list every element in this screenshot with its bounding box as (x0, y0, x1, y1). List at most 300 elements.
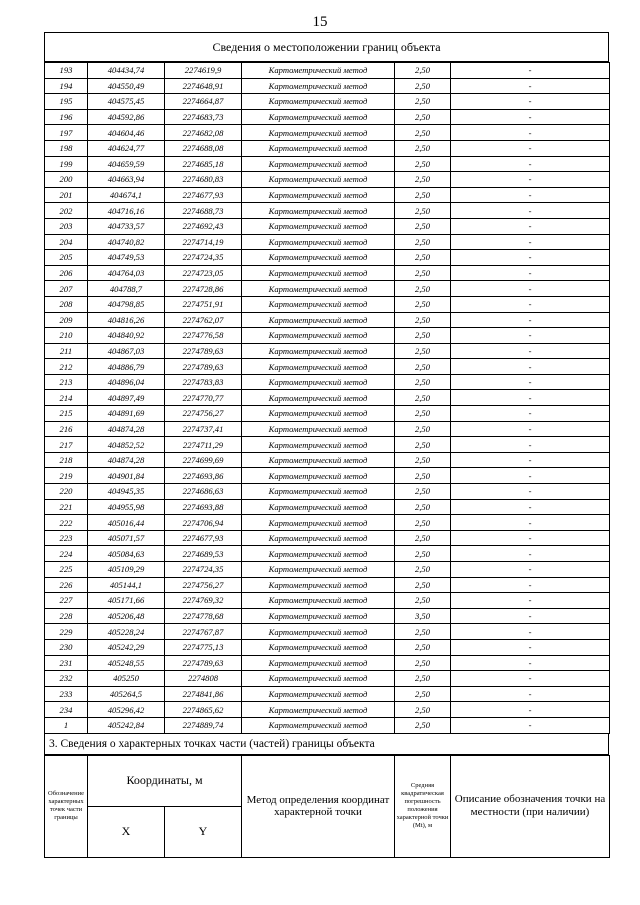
document-sheet (44, 32, 609, 858)
accuracy-cell: 2,50 (395, 109, 451, 125)
y-coordinate-cell: 2274756,27 (165, 406, 242, 422)
y-coordinate-cell: 2274714,19 (165, 234, 242, 250)
x-coordinate-cell: 404716,16 (88, 203, 165, 219)
y-coordinate-cell: 2274789,63 (165, 359, 242, 375)
y-coordinate-cell: 2274677,93 (165, 530, 242, 546)
description-cell: - (451, 499, 610, 515)
y-coordinate-cell: 2274767,87 (165, 624, 242, 640)
method-cell: Картометрический метод (242, 421, 395, 437)
table-row (45, 530, 610, 546)
x-coordinate-cell: 405144,1 (88, 577, 165, 593)
table-row (45, 624, 610, 640)
table-row (45, 639, 610, 655)
description-cell: - (451, 328, 610, 344)
accuracy-cell: 2,50 (395, 187, 451, 203)
point-number-cell: 231 (45, 655, 88, 671)
table-row (45, 328, 610, 344)
method-cell: Картометрический метод (242, 562, 395, 578)
table-row (45, 140, 610, 156)
table-row (45, 265, 610, 281)
y-coordinate-cell: 2274770,77 (165, 390, 242, 406)
description-cell: - (451, 296, 610, 312)
table-row (45, 172, 610, 188)
method-cell: Картометрический метод (242, 390, 395, 406)
method-cell: Картометрический метод (242, 686, 395, 702)
description-cell: - (451, 421, 610, 437)
method-cell: Картометрический метод (242, 250, 395, 266)
point-number-cell: 199 (45, 156, 88, 172)
description-cell: - (451, 281, 610, 297)
point-number-cell: 208 (45, 296, 88, 312)
description-cell: - (451, 374, 610, 390)
boundary-points-table (44, 62, 610, 734)
section-title: Сведения о местоположении границ объекта (45, 33, 609, 62)
y-coordinate-cell: 2274683,73 (165, 109, 242, 125)
table-row (45, 421, 610, 437)
point-number-cell: 230 (45, 639, 88, 655)
description-cell: - (451, 140, 610, 156)
accuracy-cell: 2,50 (395, 265, 451, 281)
y-coordinate-cell: 2274751,91 (165, 296, 242, 312)
description-cell: - (451, 156, 610, 172)
method-cell: Картометрический метод (242, 109, 395, 125)
y-coordinate-cell: 2274789,63 (165, 343, 242, 359)
method-cell: Картометрический метод (242, 484, 395, 500)
y-coordinate-cell: 2274724,35 (165, 562, 242, 578)
accuracy-cell: 2,50 (395, 484, 451, 500)
accuracy-cell: 2,50 (395, 468, 451, 484)
description-cell: - (451, 577, 610, 593)
x-coordinate-cell: 404788,7 (88, 281, 165, 297)
accuracy-cell: 2,50 (395, 63, 451, 79)
col-point-header: Обозначение характерных точек части границы (45, 755, 88, 857)
description-cell: - (451, 702, 610, 718)
table-row (45, 281, 610, 297)
method-cell: Картометрический метод (242, 125, 395, 141)
accuracy-cell: 2,50 (395, 717, 451, 733)
point-number-cell: 214 (45, 390, 88, 406)
description-cell: - (451, 639, 610, 655)
point-number-cell: 211 (45, 343, 88, 359)
table-row (45, 343, 610, 359)
y-coordinate-cell: 2274688,08 (165, 140, 242, 156)
method-cell: Картометрический метод (242, 140, 395, 156)
point-number-cell: 194 (45, 78, 88, 94)
y-coordinate-cell: 2274688,73 (165, 203, 242, 219)
y-coordinate-cell: 2274723,05 (165, 265, 242, 281)
accuracy-cell: 2,50 (395, 639, 451, 655)
table-row (45, 717, 610, 733)
method-cell: Картометрический метод (242, 717, 395, 733)
y-coordinate-cell: 2274692,43 (165, 218, 242, 234)
method-cell: Картометрический метод (242, 671, 395, 687)
point-number-cell: 225 (45, 562, 88, 578)
y-coordinate-cell: 2274706,94 (165, 515, 242, 531)
accuracy-cell: 2,50 (395, 343, 451, 359)
method-cell: Картометрический метод (242, 172, 395, 188)
point-number-cell: 209 (45, 312, 88, 328)
x-coordinate-cell: 405264,5 (88, 686, 165, 702)
description-cell: - (451, 172, 610, 188)
accuracy-cell: 2,50 (395, 296, 451, 312)
point-number-cell: 205 (45, 250, 88, 266)
description-cell: - (451, 515, 610, 531)
title-table (44, 32, 609, 62)
method-cell: Картометрический метод (242, 608, 395, 624)
description-cell: - (451, 312, 610, 328)
method-cell: Картометрический метод (242, 359, 395, 375)
point-number-cell: 195 (45, 94, 88, 110)
accuracy-cell: 2,50 (395, 499, 451, 515)
point-number-cell: 200 (45, 172, 88, 188)
method-cell: Картометрический метод (242, 312, 395, 328)
y-coordinate-cell: 2274680,83 (165, 172, 242, 188)
description-cell: - (451, 63, 610, 79)
y-coordinate-cell: 2274693,86 (165, 468, 242, 484)
y-coordinate-cell: 2274648,91 (165, 78, 242, 94)
point-number-cell: 232 (45, 671, 88, 687)
method-cell: Картометрический метод (242, 655, 395, 671)
method-cell: Картометрический метод (242, 281, 395, 297)
x-coordinate-cell: 404874,28 (88, 452, 165, 468)
accuracy-cell: 2,50 (395, 421, 451, 437)
description-cell: - (451, 437, 610, 453)
x-coordinate-cell: 404945,35 (88, 484, 165, 500)
table-row (45, 593, 610, 609)
accuracy-cell: 2,50 (395, 78, 451, 94)
point-number-cell: 228 (45, 608, 88, 624)
table-row (45, 187, 610, 203)
method-cell: Картометрический метод (242, 624, 395, 640)
method-cell: Картометрический метод (242, 546, 395, 562)
x-coordinate-cell: 404901,84 (88, 468, 165, 484)
description-cell: - (451, 406, 610, 422)
x-coordinate-cell: 404798,85 (88, 296, 165, 312)
x-coordinate-cell: 404659,59 (88, 156, 165, 172)
table-row (45, 452, 610, 468)
y-coordinate-cell: 2274789,63 (165, 655, 242, 671)
table-row (45, 468, 610, 484)
accuracy-cell: 2,50 (395, 577, 451, 593)
table-row (45, 109, 610, 125)
point-number-cell: 233 (45, 686, 88, 702)
y-coordinate-cell: 2274685,18 (165, 156, 242, 172)
x-coordinate-cell: 405248,55 (88, 655, 165, 671)
point-number-cell: 206 (45, 265, 88, 281)
description-cell: - (451, 624, 610, 640)
y-coordinate-cell: 2274762,07 (165, 312, 242, 328)
accuracy-cell: 2,50 (395, 218, 451, 234)
y-coordinate-cell: 2274693,88 (165, 499, 242, 515)
x-coordinate-cell: 405296,42 (88, 702, 165, 718)
x-coordinate-cell: 405171,66 (88, 593, 165, 609)
x-coordinate-cell: 404764,03 (88, 265, 165, 281)
table-row (45, 156, 610, 172)
description-cell: - (451, 452, 610, 468)
description-cell: - (451, 187, 610, 203)
table-row (45, 374, 610, 390)
x-coordinate-cell: 404434,74 (88, 63, 165, 79)
description-cell: - (451, 359, 610, 375)
x-coordinate-cell: 404874,28 (88, 421, 165, 437)
y-coordinate-cell: 2274889,74 (165, 717, 242, 733)
point-number-cell: 212 (45, 359, 88, 375)
x-coordinate-cell: 405242,84 (88, 717, 165, 733)
y-coordinate-cell: 2274808 (165, 671, 242, 687)
accuracy-cell: 2,50 (395, 702, 451, 718)
table-row (45, 125, 610, 141)
accuracy-cell: 2,50 (395, 94, 451, 110)
col-desc-header: Описание обозначения точки на местности (при наличии) (451, 755, 610, 857)
accuracy-cell: 2,50 (395, 234, 451, 250)
x-coordinate-cell: 405250 (88, 671, 165, 687)
point-number-cell: 218 (45, 452, 88, 468)
point-number-cell: 197 (45, 125, 88, 141)
point-number-cell: 216 (45, 421, 88, 437)
accuracy-cell: 2,50 (395, 452, 451, 468)
x-coordinate-cell: 405109,29 (88, 562, 165, 578)
description-cell: - (451, 250, 610, 266)
accuracy-cell: 2,50 (395, 686, 451, 702)
point-number-cell: 193 (45, 63, 88, 79)
section3-title: 3. Сведения о характерных точках части (частей) границы объекта (44, 734, 609, 755)
method-cell: Картометрический метод (242, 203, 395, 219)
accuracy-cell: 2,50 (395, 328, 451, 344)
method-cell: Картометрический метод (242, 78, 395, 94)
accuracy-cell: 2,50 (395, 203, 451, 219)
x-coordinate-cell: 404740,82 (88, 234, 165, 250)
description-cell: - (451, 608, 610, 624)
description-cell: - (451, 218, 610, 234)
boundary-points-rows (45, 63, 610, 734)
y-coordinate-cell: 2274724,35 (165, 250, 242, 266)
method-cell: Картометрический метод (242, 187, 395, 203)
accuracy-cell: 2,50 (395, 671, 451, 687)
col-coords-header: Координаты, м (88, 755, 242, 806)
y-coordinate-cell: 2274841,86 (165, 686, 242, 702)
table-row (45, 484, 610, 500)
x-coordinate-cell: 404886,79 (88, 359, 165, 375)
point-number-cell: 220 (45, 484, 88, 500)
table-row (45, 702, 610, 718)
point-number-cell: 203 (45, 218, 88, 234)
method-cell: Картометрический метод (242, 437, 395, 453)
point-number-cell: 213 (45, 374, 88, 390)
y-coordinate-cell: 2274682,08 (165, 125, 242, 141)
accuracy-cell: 2,50 (395, 546, 451, 562)
method-cell: Картометрический метод (242, 63, 395, 79)
table-row (45, 234, 610, 250)
accuracy-cell: 2,50 (395, 530, 451, 546)
table-row (45, 562, 610, 578)
col-x-header: X (88, 806, 165, 857)
table-row (45, 406, 610, 422)
method-cell: Картометрический метод (242, 406, 395, 422)
method-cell: Картометрический метод (242, 468, 395, 484)
point-number-cell: 201 (45, 187, 88, 203)
table-row (45, 499, 610, 515)
y-coordinate-cell: 2274775,13 (165, 639, 242, 655)
method-cell: Картометрический метод (242, 452, 395, 468)
description-cell: - (451, 343, 610, 359)
x-coordinate-cell: 405228,24 (88, 624, 165, 640)
point-number-cell: 223 (45, 530, 88, 546)
accuracy-cell: 2,50 (395, 359, 451, 375)
y-coordinate-cell: 2274699,69 (165, 452, 242, 468)
point-number-cell: 221 (45, 499, 88, 515)
description-cell: - (451, 109, 610, 125)
y-coordinate-cell: 2274737,41 (165, 421, 242, 437)
x-coordinate-cell: 404575,45 (88, 94, 165, 110)
y-coordinate-cell: 2274865,62 (165, 702, 242, 718)
table-row (45, 296, 610, 312)
method-cell: Картометрический метод (242, 593, 395, 609)
col-accuracy-header: Средняя квадратическая погрешность положения характерной точки (Mt), м (395, 755, 451, 857)
x-coordinate-cell: 404816,26 (88, 312, 165, 328)
table-row (45, 546, 610, 562)
method-cell: Картометрический метод (242, 343, 395, 359)
accuracy-cell: 2,50 (395, 374, 451, 390)
y-coordinate-cell: 2274689,53 (165, 546, 242, 562)
table-row (45, 608, 610, 624)
section3-header-table (44, 755, 610, 858)
x-coordinate-cell: 404852,52 (88, 437, 165, 453)
table-row (45, 218, 610, 234)
x-coordinate-cell: 405071,57 (88, 530, 165, 546)
method-cell: Картометрический метод (242, 94, 395, 110)
accuracy-cell: 2,50 (395, 125, 451, 141)
point-number-cell: 1 (45, 717, 88, 733)
table-row (45, 671, 610, 687)
table-row (45, 203, 610, 219)
accuracy-cell: 2,50 (395, 562, 451, 578)
point-number-cell: 202 (45, 203, 88, 219)
table-row (45, 515, 610, 531)
accuracy-cell: 3,50 (395, 608, 451, 624)
point-number-cell: 204 (45, 234, 88, 250)
description-cell: - (451, 593, 610, 609)
x-coordinate-cell: 404624,77 (88, 140, 165, 156)
y-coordinate-cell: 2274756,27 (165, 577, 242, 593)
accuracy-cell: 2,50 (395, 281, 451, 297)
description-cell: - (451, 94, 610, 110)
x-coordinate-cell: 405016,44 (88, 515, 165, 531)
y-coordinate-cell: 2274711,29 (165, 437, 242, 453)
method-cell: Картометрический метод (242, 296, 395, 312)
description-cell: - (451, 562, 610, 578)
accuracy-cell: 2,50 (395, 624, 451, 640)
point-number-cell: 222 (45, 515, 88, 531)
description-cell: - (451, 78, 610, 94)
x-coordinate-cell: 404733,57 (88, 218, 165, 234)
method-cell: Картометрический метод (242, 702, 395, 718)
accuracy-cell: 2,50 (395, 655, 451, 671)
method-cell: Картометрический метод (242, 218, 395, 234)
col-method-header: Метод определения координат характерной точки (242, 755, 395, 857)
point-number-cell: 210 (45, 328, 88, 344)
table-row (45, 250, 610, 266)
x-coordinate-cell: 404674,1 (88, 187, 165, 203)
point-number-cell: 219 (45, 468, 88, 484)
point-number-cell: 215 (45, 406, 88, 422)
y-coordinate-cell: 2274769,32 (165, 593, 242, 609)
point-number-cell: 196 (45, 109, 88, 125)
description-cell: - (451, 265, 610, 281)
x-coordinate-cell: 404592,86 (88, 109, 165, 125)
accuracy-cell: 2,50 (395, 390, 451, 406)
method-cell: Картометрический метод (242, 156, 395, 172)
accuracy-cell: 2,50 (395, 406, 451, 422)
method-cell: Картометрический метод (242, 515, 395, 531)
point-number-cell: 226 (45, 577, 88, 593)
accuracy-cell: 2,50 (395, 312, 451, 328)
description-cell: - (451, 546, 610, 562)
method-cell: Картометрический метод (242, 374, 395, 390)
accuracy-cell: 2,50 (395, 140, 451, 156)
accuracy-cell: 2,50 (395, 515, 451, 531)
y-coordinate-cell: 2274686,63 (165, 484, 242, 500)
description-cell: - (451, 468, 610, 484)
method-cell: Картометрический метод (242, 639, 395, 655)
method-cell: Картометрический метод (242, 499, 395, 515)
point-number-cell: 234 (45, 702, 88, 718)
description-cell: - (451, 655, 610, 671)
x-coordinate-cell: 404955,98 (88, 499, 165, 515)
table-row (45, 437, 610, 453)
description-cell: - (451, 234, 610, 250)
description-cell: - (451, 686, 610, 702)
x-coordinate-cell: 405206,48 (88, 608, 165, 624)
point-number-cell: 198 (45, 140, 88, 156)
y-coordinate-cell: 2274728,86 (165, 281, 242, 297)
point-number-cell: 227 (45, 593, 88, 609)
description-cell: - (451, 484, 610, 500)
x-coordinate-cell: 404896,04 (88, 374, 165, 390)
method-cell: Картометрический метод (242, 265, 395, 281)
y-coordinate-cell: 2274783,83 (165, 374, 242, 390)
point-number-cell: 217 (45, 437, 88, 453)
x-coordinate-cell: 404840,92 (88, 328, 165, 344)
x-coordinate-cell: 404867,03 (88, 343, 165, 359)
x-coordinate-cell: 404897,49 (88, 390, 165, 406)
description-cell: - (451, 530, 610, 546)
method-cell: Картометрический метод (242, 234, 395, 250)
accuracy-cell: 2,50 (395, 593, 451, 609)
description-cell: - (451, 125, 610, 141)
x-coordinate-cell: 404891,69 (88, 406, 165, 422)
description-cell: - (451, 203, 610, 219)
table-row (45, 312, 610, 328)
x-coordinate-cell: 405084,63 (88, 546, 165, 562)
method-cell: Картометрический метод (242, 530, 395, 546)
point-number-cell: 229 (45, 624, 88, 640)
page-number: 15 (312, 14, 328, 30)
description-cell: - (451, 671, 610, 687)
x-coordinate-cell: 405242,29 (88, 639, 165, 655)
y-coordinate-cell: 2274664,87 (165, 94, 242, 110)
method-cell: Картометрический метод (242, 577, 395, 593)
description-cell: - (451, 390, 610, 406)
accuracy-cell: 2,50 (395, 172, 451, 188)
y-coordinate-cell: 2274677,93 (165, 187, 242, 203)
table-row (45, 390, 610, 406)
table-row (45, 78, 610, 94)
point-number-cell: 224 (45, 546, 88, 562)
y-coordinate-cell: 2274778,68 (165, 608, 242, 624)
method-cell: Картометрический метод (242, 328, 395, 344)
table-row (45, 359, 610, 375)
accuracy-cell: 2,50 (395, 156, 451, 172)
